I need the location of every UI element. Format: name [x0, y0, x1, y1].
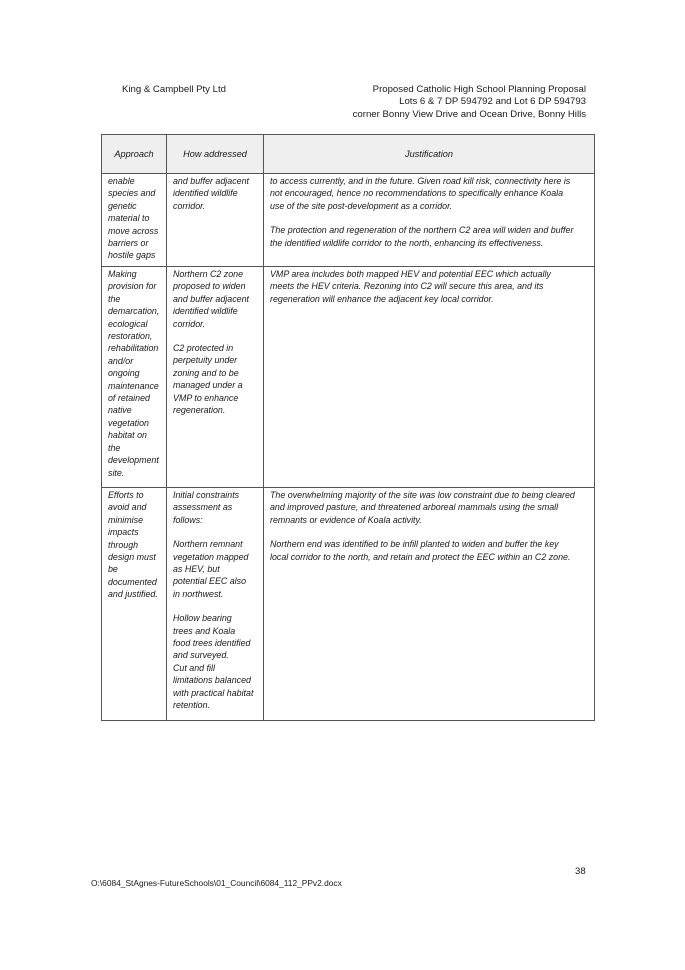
how-addressed-cell: [167, 488, 264, 721]
approach-text: Making provision for the demarcation, ecological restoration, rehabilitation and/or ongoing maintenance of retained native vegetation habitat on the development site.: [108, 269, 160, 478]
how-addressed-text: Northern remnant vegetation mapped as HEV, but potential EEC also in northwest.: [173, 539, 249, 599]
column-header-justification: Justification: [264, 135, 595, 174]
table-header-row: [102, 135, 595, 174]
column-header-approach: Approach: [102, 135, 167, 174]
header-line-1: Proposed Catholic High School Planning Proposal: [372, 84, 586, 95]
how-addressed-text: Initial constraints assessment as follows:: [173, 490, 240, 525]
how-addressed-text: Hollow bearing trees and Koala food trees identified and surveyed. Cut and fill limitations balanced with practical habitat retention.: [173, 613, 254, 711]
justification-cell: [264, 267, 595, 488]
header-line-2: Lots 6 & 7 DP 594792 and Lot 6 DP 594793: [399, 96, 586, 108]
justification-text: to access currently, and in the future. Given road kill risk, connectivity here is not encouraged, hence no recommendations to specifically enhance Koala use of the site post-development as a corridor.: [270, 176, 571, 211]
how-addressed-text: C2 protected in perpetuity under zoning and to be managed under a VMP to enhance regeneration.: [173, 343, 243, 416]
justification-text: Northern end was identified to be infill planted to widen and buffer the key local corridor to the north, and retain and protect the EEC within an C2 zone.: [270, 539, 571, 562]
justification-text: The overwhelming majority of the site was low constraint due to being cleared and improved pasture, and threatened arboreal mammals using the small remnants or evidence of Koala activity.: [270, 490, 575, 525]
table-row: [102, 267, 595, 488]
how-addressed-text: Northern C2 zone proposed to widen and buffer adjacent identified wildlife corridor.: [173, 269, 249, 329]
table-row: [102, 174, 595, 267]
justification-text: The protection and regeneration of the northern C2 area will widen and buffer the identified wildlife corridor to the north, enhancing its effectiveness.: [270, 225, 574, 248]
justification-cell: [264, 488, 595, 721]
approach-cell: [102, 174, 167, 267]
approach-text: Efforts to avoid and minimise impacts through design must be documented and justified.: [108, 490, 158, 600]
header-company: King & Campbell Pty Ltd: [122, 84, 226, 95]
how-addressed-cell: [167, 174, 264, 267]
justification-text: VMP area includes both mapped HEV and potential EEC which actually meets the HEV criteria. Rezoning into C2 will secure this area, and its regeneration will enhance the adjacent key local corridor.: [270, 269, 551, 304]
table-row: [102, 488, 595, 721]
header-document-info: [353, 84, 586, 121]
how-addressed-text: and buffer adjacent identified wildlife corridor.: [173, 176, 249, 211]
footer-file-path: O:\6084_StAgnes-FutureSchools\01_Council\6084_112_PPv2.docx: [91, 878, 342, 888]
how-addressed-cell: [167, 267, 264, 488]
approach-text: enable species and genetic material to move across barriers or hostile gaps: [108, 176, 159, 261]
approach-cell: [102, 267, 167, 488]
column-header-how-addressed: How addressed: [167, 135, 264, 174]
page-number: 38: [575, 866, 586, 877]
justification-cell: [264, 174, 595, 267]
approach-cell: [102, 488, 167, 721]
header-line-3: corner Bonny View Drive and Ocean Drive, Bonny Hills: [352, 108, 586, 120]
approach-table: [101, 134, 595, 721]
